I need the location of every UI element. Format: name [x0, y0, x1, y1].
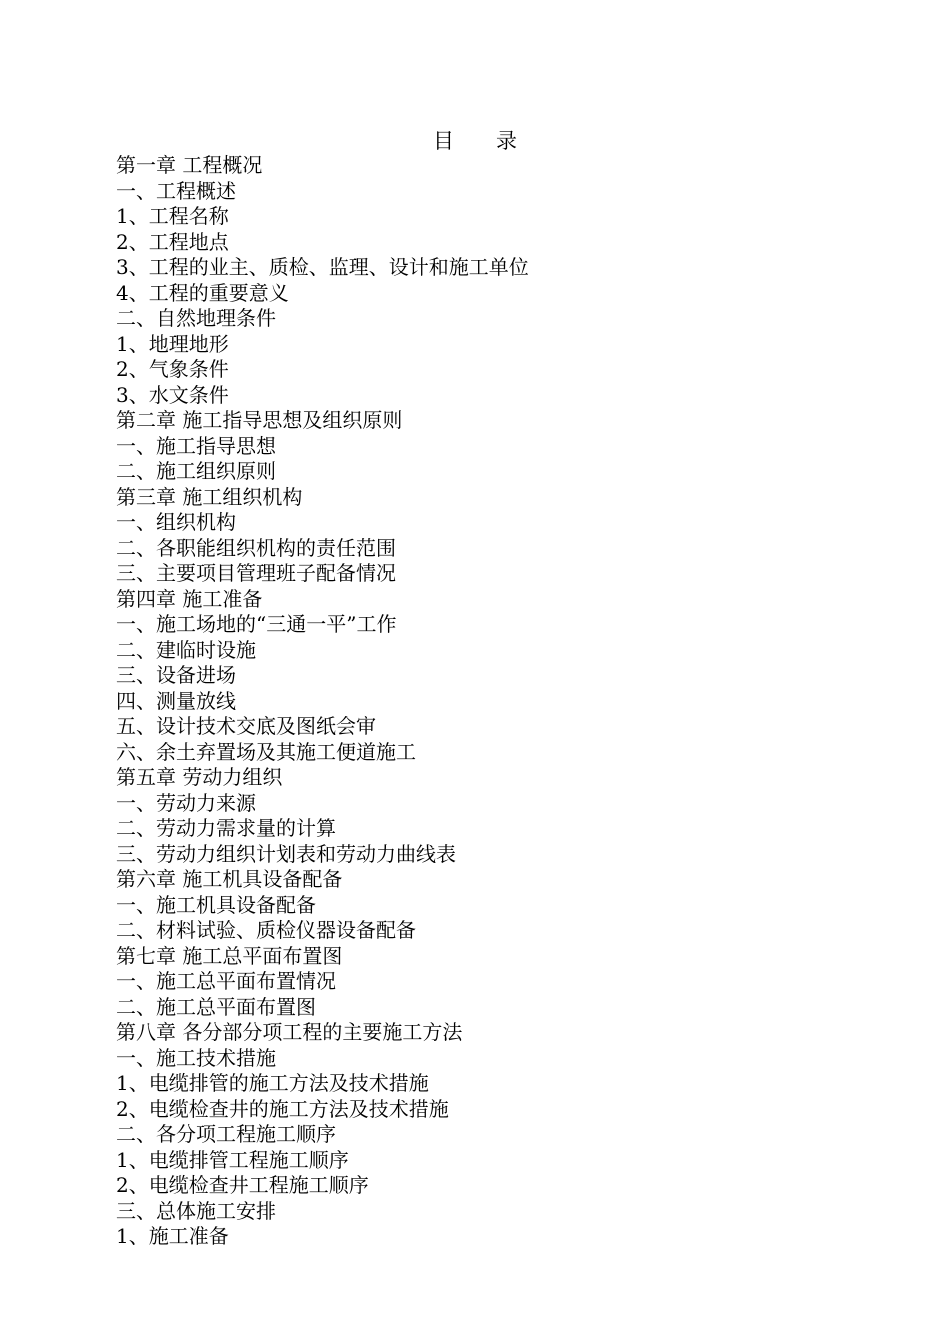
toc-title-part-2: 录: [496, 129, 517, 153]
toc-entry: 第三章 施工组织机构: [116, 484, 303, 509]
toc-entry: 三、主要项目管理班子配备情况: [116, 561, 396, 585]
toc-list: [116, 153, 896, 1250]
toc-entry: 一、施工指导思想: [116, 433, 276, 458]
toc-entry: 二、材料试验、质检仪器设备配备: [116, 918, 416, 942]
toc-entry: 一、施工场地的“三通一平”工作: [116, 612, 397, 636]
toc-entry: 4、工程的重要意义: [116, 280, 289, 305]
toc-entry: 一、施工总平面布置情况: [116, 969, 336, 993]
toc-entry: 二、劳动力需求量的计算: [116, 816, 336, 840]
toc-entry: 第二章 施工指导思想及组织原则: [116, 408, 403, 432]
toc-entry: 一、组织机构: [116, 510, 236, 534]
toc-entry: 一、施工技术措施: [116, 1045, 276, 1070]
toc-entry: 六、余土弃置场及其施工便道施工: [116, 739, 416, 764]
toc-entry: 二、各职能组织机构的责任范围: [116, 535, 396, 560]
toc-entry: 3、工程的业主、质检、监理、设计和施工单位: [116, 255, 529, 279]
toc-entry: 二、建临时设施: [116, 637, 256, 662]
toc-entry: 三、总体施工安排: [116, 1198, 276, 1223]
toc-entry: 第六章 施工机具设备配备: [116, 867, 343, 891]
toc-entry: 一、劳动力来源: [116, 790, 256, 815]
toc-entry: 二、施工总平面布置图: [116, 994, 316, 1019]
toc-entry: 第八章 各分部分项工程的主要施工方法: [116, 1020, 463, 1044]
toc-entry: 2、气象条件: [116, 357, 229, 381]
toc-entry: 五、设计技术交底及图纸会审: [116, 714, 376, 738]
toc-entry: 四、测量放线: [116, 688, 236, 713]
toc-entry: 2、电缆检查井工程施工顺序: [116, 1173, 369, 1197]
toc-entry: 第一章 工程概况: [116, 153, 263, 177]
toc-entry: 二、自然地理条件: [116, 306, 276, 330]
toc-entry: 2、电缆检查井的施工方法及技术措施: [116, 1096, 449, 1121]
toc-entry: 3、水文条件: [116, 382, 229, 407]
toc-title-part-1: 目: [433, 129, 454, 153]
toc-entry: 1、工程名称: [116, 204, 229, 228]
toc-entry: 1、施工准备: [116, 1224, 229, 1248]
toc-entry: 二、施工组织原则: [116, 459, 276, 483]
toc-entry: 第四章 施工准备: [116, 586, 263, 611]
toc-entry: 2、工程地点: [116, 229, 229, 254]
toc-entry: 1、电缆排管的施工方法及技术措施: [116, 1071, 429, 1095]
toc-entry: 二、各分项工程施工顺序: [116, 1122, 336, 1146]
toc-entry: 1、地理地形: [116, 331, 229, 356]
toc-entry: 三、劳动力组织计划表和劳动力曲线表: [116, 841, 456, 866]
toc-entry: 一、工程概述: [116, 178, 236, 203]
toc-entry: 三、设备进场: [116, 663, 236, 687]
toc-entry: 第五章 劳动力组织: [116, 765, 283, 789]
toc-entry: 一、施工机具设备配备: [116, 892, 316, 917]
toc-entry: 1、电缆排管工程施工顺序: [116, 1147, 349, 1172]
toc-entry: 第七章 施工总平面布置图: [116, 943, 343, 968]
